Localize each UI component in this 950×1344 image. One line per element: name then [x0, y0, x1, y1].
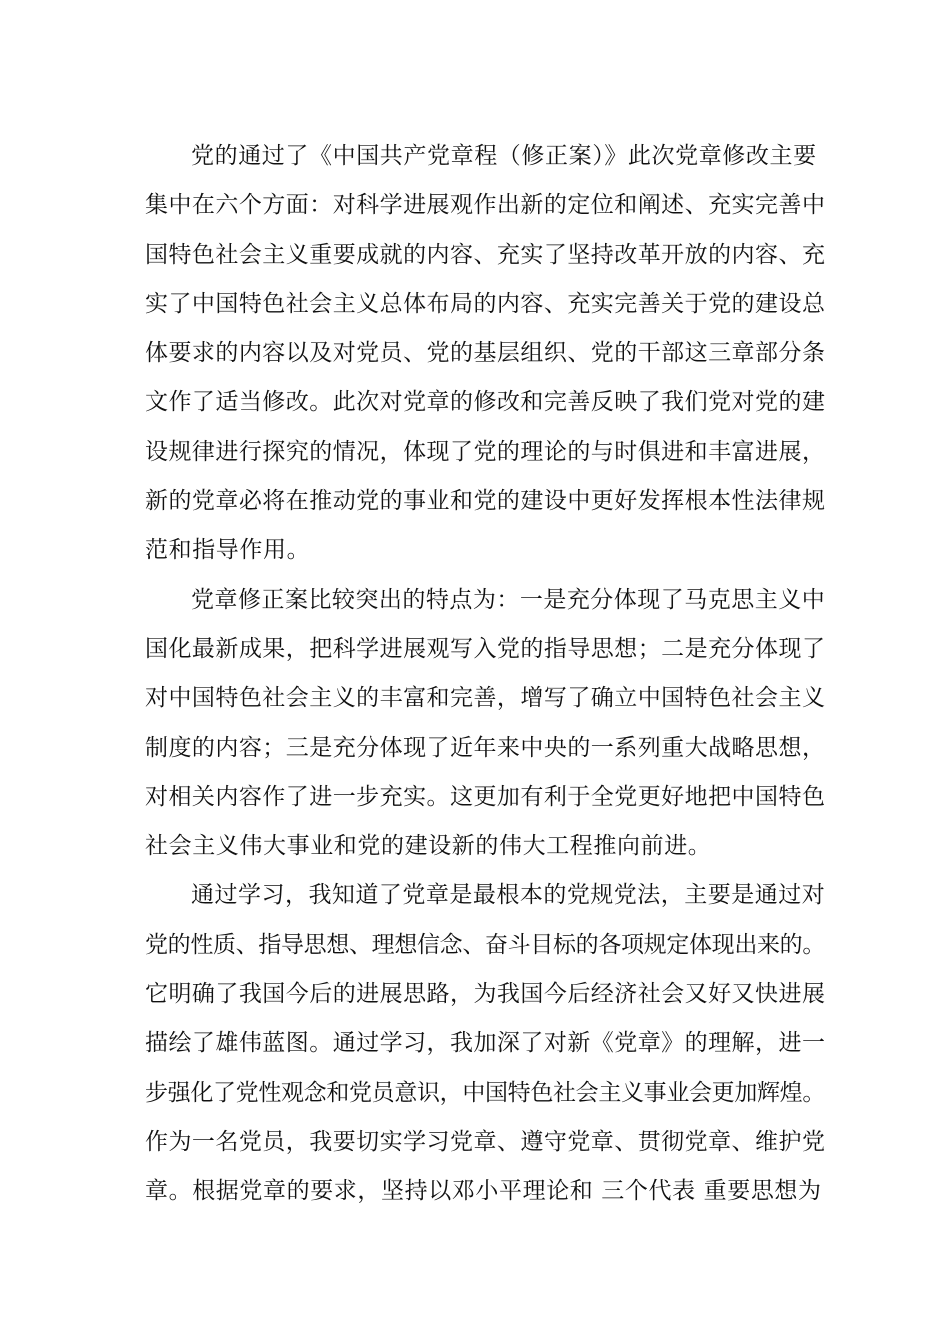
text-line: 它明确了我国今后的进展思路，为我国今后经济社会又好又快进展 — [145, 981, 826, 1008]
paragraph-3 — [145, 871, 825, 1216]
text-line: 步强化了党性观念和党员意识，中国特色社会主义事业会更加辉煌。 — [145, 1079, 826, 1106]
text-line: 通过学习，我知道了党章是最根本的党规党法，主要是通过对 — [191, 882, 826, 909]
paragraph-2 — [145, 576, 825, 872]
text-line: 国特色社会主义重要成就的内容、充实了坚持改革开放的内容、充 — [145, 241, 826, 268]
text-line: 集中在六个方面：对科学进展观作出新的定位和阐述、充实完善中 — [145, 192, 826, 219]
text-line: 对中国特色社会主义的丰富和完善，增写了确立中国特色社会主义 — [145, 685, 826, 712]
text-line: 新的党章必将在推动党的事业和党的建设中更好发挥根本性法律规 — [145, 488, 826, 515]
text-line: 社会主义伟大事业和党的建设新的伟大工程推向前进。 — [145, 833, 712, 860]
text-line: 党章修正案比较突出的特点为：一是充分体现了马克思主义中 — [191, 586, 826, 613]
text-line: 实了中国特色社会主义总体布局的内容、充实完善关于党的建设总 — [145, 290, 826, 317]
text-line: 范和指导作用。 — [145, 537, 311, 564]
text-line: 党的通过了《中国共产党章程（修正案）》此次党章修改主要 — [191, 143, 817, 169]
paragraph-1 — [145, 132, 825, 576]
text-line: 文作了适当修改。此次对党章的修改和完善反映了我们党对党的建 — [145, 389, 826, 416]
text-line: 党的性质、指导思想、理想信念、奋斗目标的各项规定体现出来的。 — [145, 931, 826, 958]
text-line: 章。根据党章的要求，坚持以邓小平理论和 三个代表 重要思想为 — [145, 1178, 822, 1205]
document-body — [145, 132, 825, 1217]
text-line: 制度的内容；三是充分体现了近年来中央的一系列重大战略思想， — [145, 734, 826, 761]
text-line: 国化最新成果，把科学进展观写入党的指导思想；二是充分体现了 — [145, 635, 826, 662]
text-line: 体要求的内容以及对党员、党的基层组织、党的干部这三章部分条 — [145, 340, 826, 367]
text-line: 对相关内容作了进一步充实。这更加有利于全党更好地把中国特色 — [145, 783, 826, 810]
text-line: 设规律进行探究的情况，体现了党的理论的与时俱进和丰富进展， — [145, 438, 826, 465]
text-line: 描绘了雄伟蓝图。通过学习，我加深了对新《党章》的理解，进一 — [145, 1030, 826, 1057]
text-line: 作为一名党员，我要切实学习党章、遵守党章、贯彻党章、维护党 — [145, 1128, 826, 1155]
